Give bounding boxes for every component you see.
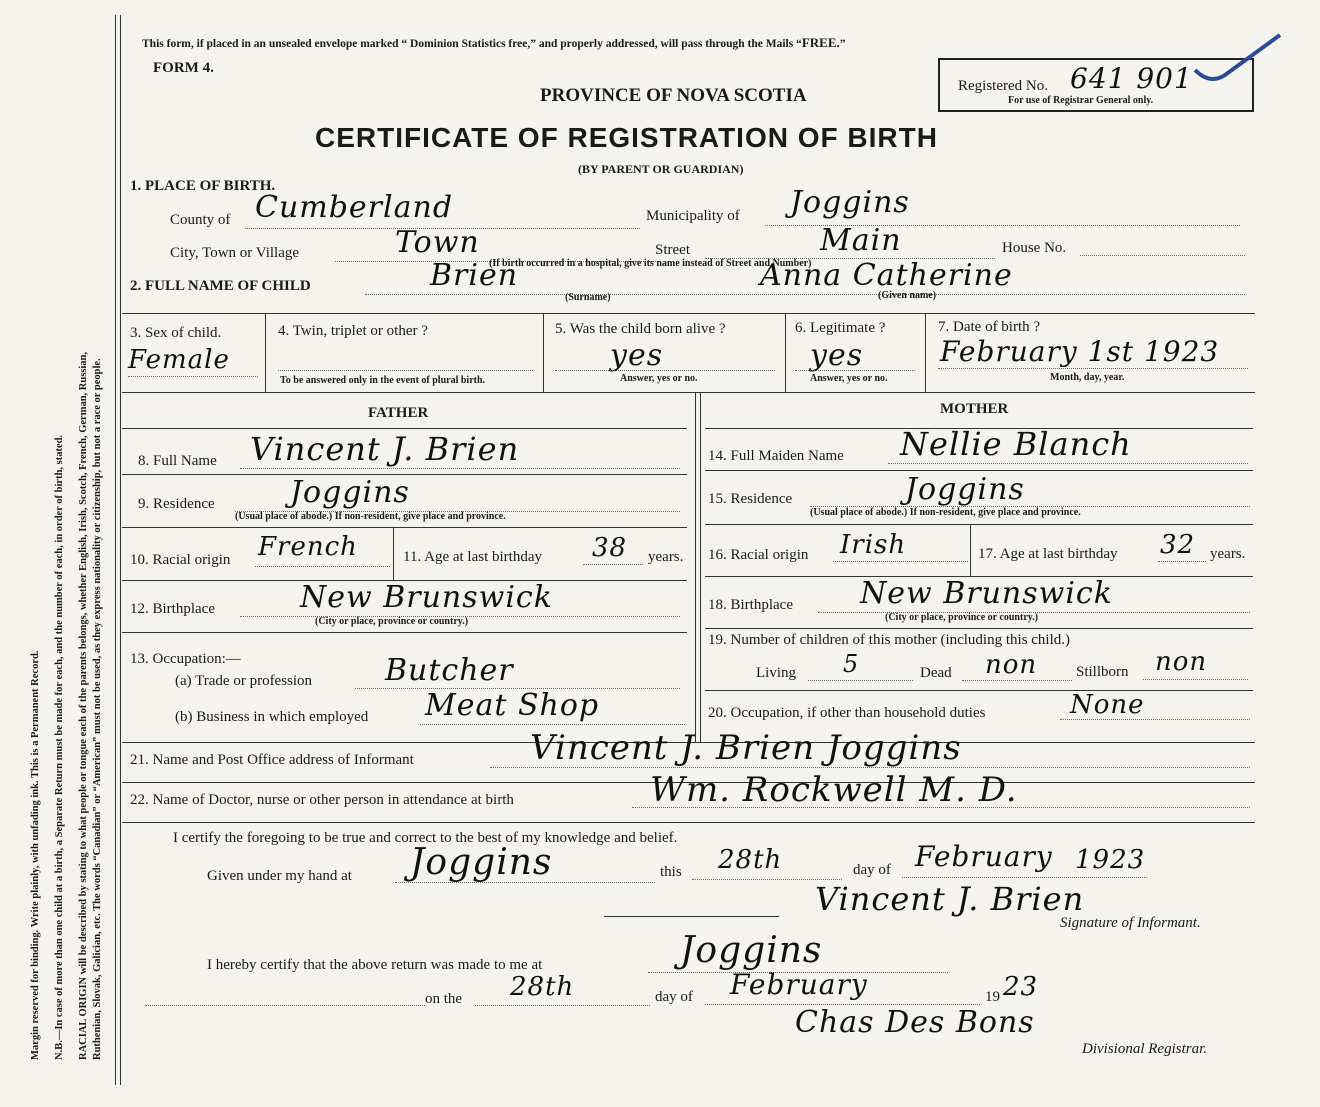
father-birthplace-caption: (City or place, province or country.) [315, 616, 469, 627]
margin-note-binding: Margin reserved for binding. Write plainly, with unfading ink. This is a Permanent Record. [30, 650, 41, 1060]
mother-race-value: Irish [840, 530, 907, 560]
registered-label: Registered No. [958, 78, 1048, 94]
legitimate-caption: Answer, yes or no. [810, 373, 888, 384]
dob-caption: Month, day, year. [1050, 372, 1125, 383]
father-residence-caption: (Usual place of abode.) If non-resident, give place and province. [235, 511, 506, 522]
legitimate-label: 6. Legitimate ? [795, 320, 886, 336]
mother-residence-caption: (Usual place of abode.) If non-resident, give place and province. [810, 507, 1081, 518]
given-year-value: 1923 [1075, 845, 1146, 875]
place-of-birth-heading: 1. PLACE OF BIRTH. [130, 178, 276, 194]
city-label: City, Town or Village [170, 245, 300, 261]
child-given-value: Anna Catherine [760, 258, 1013, 293]
registrar-place-value: Joggins [680, 930, 823, 971]
child-name-label: 2. FULL NAME OF CHILD [130, 278, 311, 294]
city-value: Town [395, 225, 480, 260]
alive-label: 5. Was the child born alive ? [555, 321, 726, 337]
father-business-value: Meat Shop [425, 688, 600, 723]
father-business-label: (b) Business in which employed [175, 709, 369, 725]
registrar-day-value: 28th [510, 972, 575, 1002]
registered-value: 641 901 [1070, 62, 1193, 95]
mother-age-value: 32 [1160, 530, 1196, 560]
given-caption: (Given name) [878, 290, 937, 301]
registrar-month-value: February [730, 968, 868, 1001]
mother-birthplace-value: New Brunswick [860, 576, 1113, 611]
given-day-value: 28th [718, 845, 783, 875]
father-heading: FATHER [368, 405, 429, 421]
father-name-value: Vincent J. Brien [250, 430, 520, 468]
father-age-label: 11. Age at last birthday [403, 549, 542, 565]
municipality-label: Municipality of [646, 208, 740, 224]
mother-occupation-label: 20. Occupation, if other than household duties [708, 705, 986, 721]
given-month-value: February [915, 840, 1053, 873]
alive-value: yes [610, 338, 664, 373]
margin-note-racial-origin: RACIAL ORIGIN will be described by stating to what people or tongue each of the parents belongs, whether English, Irish, Scotch, French, German, Russian, [78, 351, 89, 1060]
margin-border-line [115, 15, 116, 1085]
dead-label: Dead [920, 665, 952, 681]
sex-label: 3. Sex of child. [130, 325, 222, 341]
living-value: 5 [843, 650, 860, 678]
living-label: Living [756, 665, 796, 681]
hospital-note: (If birth occurred in a hospital, give its name instead of Street and Number) [489, 258, 812, 269]
father-years: years. [648, 549, 684, 565]
registrar-year-prefix: 19 [985, 989, 1000, 1005]
stillborn-value: non [1155, 647, 1208, 677]
mother-residence-value: Joggins [905, 472, 1025, 507]
father-name-label: 8. Full Name [138, 453, 217, 469]
given-place-value: Joggins [410, 842, 553, 883]
certify-text: I certify the foregoing to be true and correct to the best of my knowledge and belief. [173, 830, 678, 846]
given-under-label: Given under my hand at [207, 868, 352, 884]
father-occupation-label: 13. Occupation:— [130, 651, 241, 667]
sex-value: Female [128, 345, 230, 375]
father-race-value: French [258, 532, 358, 562]
twin-note: To be answered only in the event of plural birth. [280, 375, 486, 386]
street-label: Street [655, 242, 690, 258]
father-trade-label: (a) Trade or profession [175, 673, 313, 689]
mother-birthplace-caption: (City or place, province or country.) [885, 612, 1039, 623]
doctor-value: Wm. Rockwell M. D. [650, 770, 1018, 810]
mother-years: years. [1210, 546, 1246, 562]
municipality-value: Joggins [790, 185, 910, 220]
father-age-value: 38 [592, 533, 628, 563]
registrar-year-suffix: 23 [1003, 972, 1039, 1002]
house-label: House No. [1002, 240, 1067, 256]
mother-occupation-value: None [1070, 690, 1145, 720]
mother-name-value: Nellie Blanch [900, 425, 1132, 463]
margin-note-plural-birth: N.B.—In case of more than one child at a birth, a Separate Return must be made for each, and the number of each, in order of birth, stated. [54, 434, 65, 1060]
mother-age-label: 17. Age at last birthday [978, 546, 1118, 562]
mother-race-label: 16. Racial origin [708, 547, 809, 563]
dob-label: 7. Date of birth ? [938, 319, 1041, 335]
check-mark-icon [1190, 30, 1285, 85]
margin-note-racial-origin-cont: Ruthenian, Slovak, Galician, etc. The words “Canadian” or “American” must not be used, as they express nationality or citizenship, but not a race or people. [92, 358, 103, 1060]
county-value: Cumberland [255, 190, 454, 225]
father-birthplace-label: 12. Birthplace [130, 601, 215, 617]
alive-caption: Answer, yes or no. [620, 373, 698, 384]
mother-residence-label: 15. Residence [708, 491, 793, 507]
street-value: Main [820, 223, 902, 258]
father-residence-label: 9. Residence [138, 496, 215, 512]
form-number: FORM 4. [153, 60, 214, 76]
mother-heading: MOTHER [940, 401, 1009, 417]
province-heading: PROVINCE OF NOVA SCOTIA [540, 85, 807, 106]
doctor-label: 22. Name of Doctor, nurse or other person in attendance at birth [130, 792, 514, 808]
dob-value: February 1st 1923 [940, 335, 1220, 368]
registrar-certify-text: I hereby certify that the above return was made to me at [207, 957, 543, 973]
registrar-signature: Chas Des Bons [795, 1005, 1035, 1040]
mail-notice-free: FREE. [801, 35, 840, 50]
registrar-day-of-label: day of [655, 989, 693, 1005]
legitimate-value: yes [810, 338, 864, 373]
margin-border-line-inner [120, 15, 121, 1085]
mail-notice [142, 35, 845, 51]
stillborn-label: Stillborn [1076, 664, 1129, 680]
twin-label: 4. Twin, triplet or other ? [278, 323, 428, 339]
informant-signature: Vincent J. Brien [815, 880, 1085, 918]
father-trade-value: Butcher [385, 653, 514, 688]
on-the-label: on the [425, 991, 463, 1007]
child-surname-value: Brien [430, 258, 519, 293]
mother-children-label: 19. Number of children of this mother (including this child.) [708, 632, 1071, 648]
informant-signature-caption: Signature of Informant. [1060, 915, 1201, 931]
mother-birthplace-label: 18. Birthplace [708, 597, 793, 613]
county-label: County of [170, 212, 231, 228]
certificate-subtitle: (BY PARENT OR GUARDIAN) [578, 162, 744, 176]
dead-value: non [985, 650, 1038, 680]
informant-value: Vincent J. Brien Joggins [530, 728, 962, 768]
certificate-title: CERTIFICATE OF REGISTRATION OF BIRTH [315, 122, 938, 153]
father-residence-value: Joggins [290, 475, 410, 510]
registrar-caption: Divisional Registrar. [1082, 1041, 1208, 1057]
father-birthplace-value: New Brunswick [300, 580, 553, 615]
informant-label: 21. Name and Post Office address of Informant [130, 752, 414, 768]
father-race-label: 10. Racial origin [130, 552, 231, 568]
registrar-note: For use of Registrar General only. [1008, 95, 1154, 106]
mail-notice-prefix: This form, if placed in an unsealed envelope marked “ Dominion Statistics free,” and properly addressed, will pass through the Mails “ [142, 38, 802, 50]
surname-caption: (Surname) [565, 292, 611, 303]
this-label: this [660, 864, 682, 880]
day-of-label: day of [853, 862, 891, 878]
mail-notice-suffix: ” [839, 38, 846, 50]
mother-name-label: 14. Full Maiden Name [708, 448, 844, 464]
